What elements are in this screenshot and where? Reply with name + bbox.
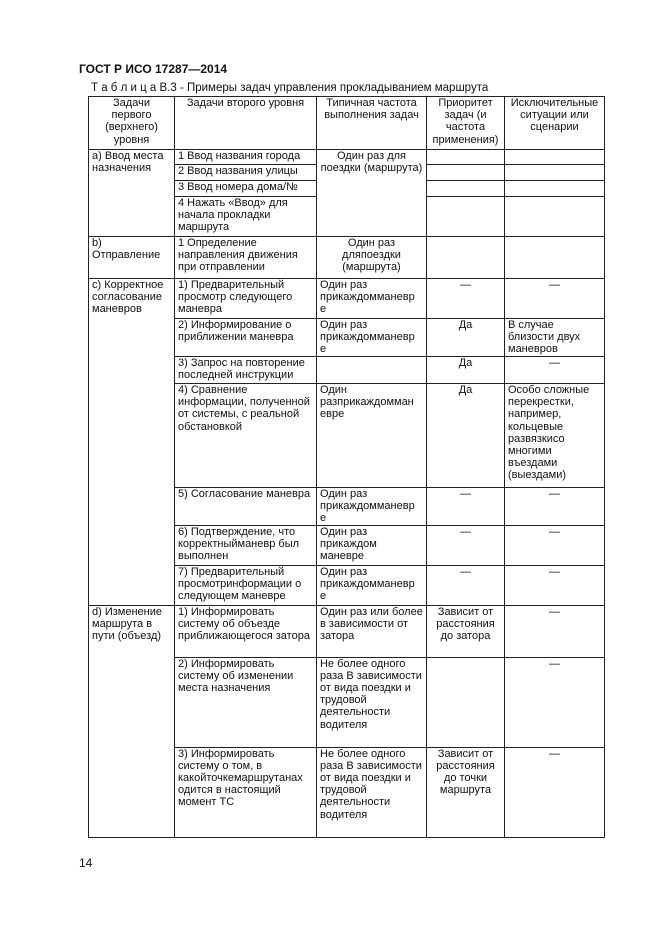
route-tasks-table [88,96,605,838]
exception-cell: — [505,525,605,565]
frequency-cell: Один раз прикаждомманевр е [317,279,427,319]
frequency-cell: Один раз прикаждомманевр е [317,565,427,605]
subtask-cell: 1 Ввод названия города [175,150,317,165]
table-header-row [89,97,605,150]
task-cell: b) Отправление [89,237,175,279]
exception-cell [505,165,605,181]
frequency-cell: Один раз прикаждомманевр е [317,488,427,526]
frequency-cell: Не более одного раза В зависимости от вида поездки и трудовой деятельности водителя [317,657,427,747]
subtask-cell: 3 Ввод номера дома/№ [175,181,317,197]
exception-cell: — [505,357,605,384]
exception-cell: Особо сложные перекрестки, например, кольцевые развязкисо многими въездами (выездами) [505,384,605,488]
priority-cell [427,181,505,197]
priority-cell [427,150,505,165]
priority-cell: — [427,565,505,605]
exception-cell: — [505,565,605,605]
priority-cell [427,237,505,279]
frequency-cell: Один раз для поездки (маршрута) [317,150,427,237]
exception-cell: — [505,747,605,837]
header-cell-frequency: Типичная частота выполнения задач [317,97,427,150]
subtask-cell: 3) Информировать систему о том, в какойточкемаршрутанах одится в настоящий момент ТС [175,747,317,837]
exception-cell: — [505,488,605,526]
subtask-cell: 2) Информировать систему об изменении места назначения [175,657,317,747]
priority-cell: Зависит от расстояния до затора [427,605,505,657]
subtask-cell: 6) Подтверждение, что корректныйманевр был выполнен [175,525,317,565]
frequency-cell [317,357,427,384]
frequency-cell: Один разприкаждомман евре [317,384,427,488]
subtask-cell: 2) Информирование о приближении маневра [175,319,317,357]
priority-cell: — [427,488,505,526]
priority-cell [427,165,505,181]
task-cell: d) Изменение маршрута в пути (объезд) [89,605,175,837]
frequency-cell: Не более одного раза В зависимости от вида поездки и трудовой деятельности водителя [317,747,427,837]
subtask-cell: 4) Сравнение информации, полученной от системы, с реальной обстановкой [175,384,317,488]
table-row [89,237,605,279]
subtask-cell: 1) Информировать систему об объезде приближающегося затора [175,605,317,657]
table-row [89,605,605,657]
header-cell-level1: Задачи первого (верхнего) уровня [89,97,175,150]
priority-cell: — [427,279,505,319]
subtask-cell: 2 Ввод названия улицы [175,165,317,181]
subtask-cell: 5) Согласование маневра [175,488,317,526]
table-row [89,150,605,165]
table-row [89,279,605,319]
frequency-cell: Один раз прикаждомманевр е [317,319,427,357]
page-number: 14 [79,856,93,870]
task-cell: а) Ввод места назначения [89,150,175,237]
priority-cell [427,657,505,747]
priority-cell: Зависит от расстояния до точки маршрута [427,747,505,837]
exception-cell: — [505,657,605,747]
priority-cell: Да [427,384,505,488]
subtask-cell: 7) Предварительный просмотринформации о следующем маневре [175,565,317,605]
subtask-cell: 1) Предварительный просмотр следующего маневра [175,279,317,319]
header-cell-priority: Приоритет задач (и частота применения) [427,97,505,150]
exception-cell [505,150,605,165]
priority-cell: — [427,525,505,565]
exception-cell [505,237,605,279]
priority-cell [427,197,505,237]
frequency-cell: Один раз дляпоездки (маршрута) [317,237,427,279]
task-cell: c) Корректное согласование маневров [89,279,175,606]
priority-cell: Да [427,319,505,357]
priority-cell: Да [427,357,505,384]
subtask-cell: 3) Запрос на повторение последней инструкции [175,357,317,384]
exception-cell: В случае близости двух маневров [505,319,605,357]
header-cell-level2: Задачи второго уровня [175,97,317,150]
exception-cell: — [505,605,605,657]
subtask-cell: 1 Определение направления движения при отправлении [175,237,317,279]
exception-cell [505,197,605,237]
exception-cell [505,181,605,197]
table-caption: Т а б л и ц а В.3 - Примеры задач управления прокладыванием маршрута [91,82,489,94]
exception-cell: — [505,279,605,319]
subtask-cell: 4 Нажать «Ввод» для начала прокладки маршрута [175,197,317,237]
header-cell-exceptions: Исключительные ситуации или сценарии [505,97,605,150]
frequency-cell: Один раз или более в зависимости от затора [317,605,427,657]
frequency-cell: Один раз прикаждом маневре [317,525,427,565]
document-header: ГОСТ Р ИСО 17287—2014 [79,62,228,76]
